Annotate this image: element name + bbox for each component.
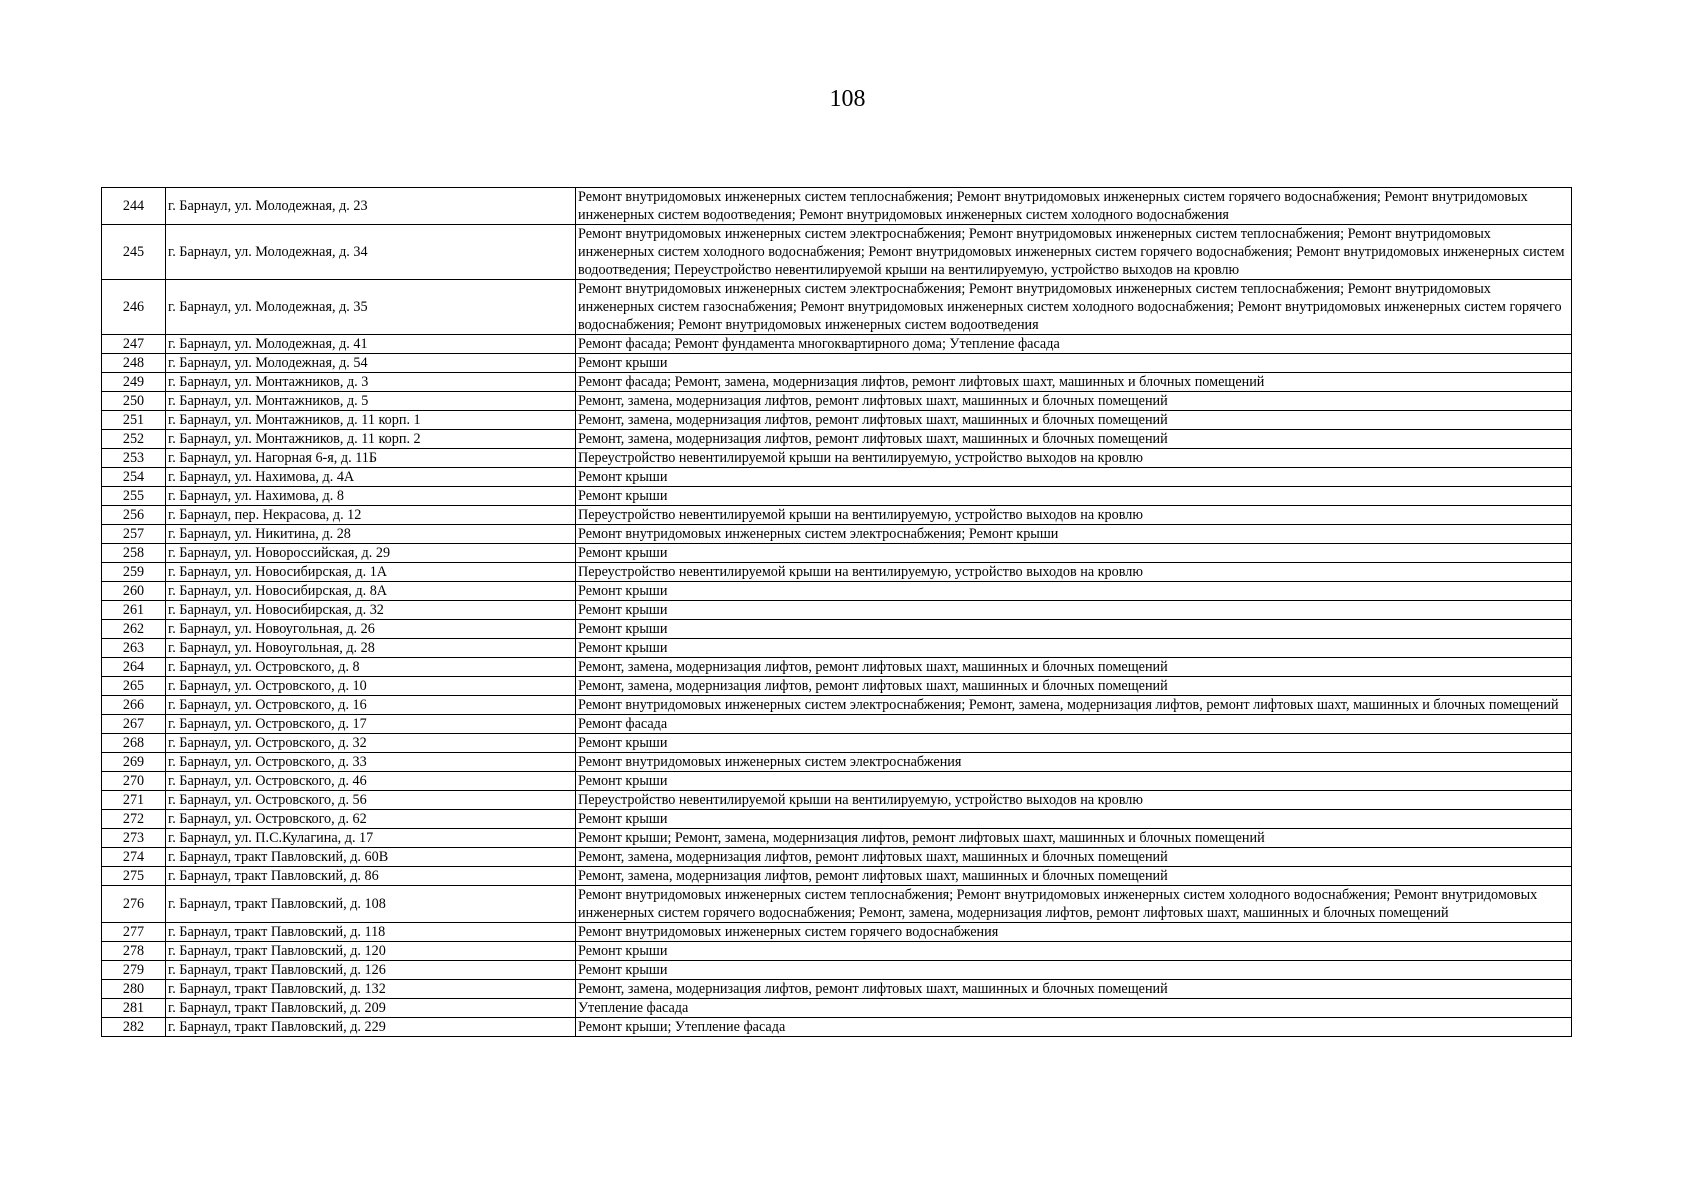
table-row (102, 923, 1572, 942)
table-row (102, 225, 1572, 280)
table-row (102, 696, 1572, 715)
works-cell: Ремонт крыши (576, 468, 1572, 487)
address-cell: г. Барнаул, ул. Новосибирская, д. 32 (166, 601, 576, 620)
address-cell: г. Барнаул, ул. Новосибирская, д. 8А (166, 582, 576, 601)
address-cell: г. Барнаул, ул. Островского, д. 17 (166, 715, 576, 734)
row-number-cell: 275 (102, 867, 166, 886)
works-cell: Ремонт внутридомовых инженерных систем теплоснабжения; Ремонт внутридомовых инженерных систем холодного водоснабжения; Ремонт внутридомовых инженерных систем горячего водоснабжения; Ремонт, замена, модернизация лифтов, ремонт лифтовых шахт, машинных и блочных помещений (576, 886, 1572, 923)
works-cell: Ремонт внутридомовых инженерных систем теплоснабжения; Ремонт внутридомовых инженерных систем горячего водоснабжения; Ремонт внутридомовых инженерных систем водоотведения; Ремонт внутридомовых инженерных систем холодного водоснабжения (576, 188, 1572, 225)
table-row (102, 373, 1572, 392)
table-row (102, 280, 1572, 335)
row-number-cell: 267 (102, 715, 166, 734)
works-cell: Ремонт крыши; Ремонт, замена, модернизация лифтов, ремонт лифтовых шахт, машинных и блочных помещений (576, 829, 1572, 848)
table-row (102, 468, 1572, 487)
table-row (102, 430, 1572, 449)
works-cell: Ремонт, замена, модернизация лифтов, ремонт лифтовых шахт, машинных и блочных помещений (576, 848, 1572, 867)
address-cell: г. Барнаул, ул. Молодежная, д. 34 (166, 225, 576, 280)
address-cell: г. Барнаул, ул. Монтажников, д. 11 корп. 1 (166, 411, 576, 430)
works-cell: Ремонт, замена, модернизация лифтов, ремонт лифтовых шахт, машинных и блочных помещений (576, 430, 1572, 449)
address-cell: г. Барнаул, пер. Некрасова, д. 12 (166, 506, 576, 525)
address-cell: г. Барнаул, ул. Островского, д. 62 (166, 810, 576, 829)
table-row (102, 677, 1572, 696)
address-cell: г. Барнаул, ул. Островского, д. 10 (166, 677, 576, 696)
table-row (102, 867, 1572, 886)
address-cell: г. Барнаул, ул. Молодежная, д. 35 (166, 280, 576, 335)
works-cell: Ремонт, замена, модернизация лифтов, ремонт лифтовых шахт, машинных и блочных помещений (576, 867, 1572, 886)
row-number-cell: 273 (102, 829, 166, 848)
works-cell: Ремонт крыши (576, 772, 1572, 791)
row-number-cell: 276 (102, 886, 166, 923)
address-cell: г. Барнаул, ул. Островского, д. 16 (166, 696, 576, 715)
works-cell: Ремонт крыши (576, 582, 1572, 601)
table-row (102, 829, 1572, 848)
row-number-cell: 251 (102, 411, 166, 430)
row-number-cell: 277 (102, 923, 166, 942)
table-row (102, 354, 1572, 373)
works-cell: Ремонт внутридомовых инженерных систем электроснабжения; Ремонт крыши (576, 525, 1572, 544)
works-cell: Утепление фасада (576, 999, 1572, 1018)
works-cell: Ремонт фасада; Ремонт фундамента многоквартирного дома; Утепление фасада (576, 335, 1572, 354)
row-number-cell: 269 (102, 753, 166, 772)
table-row (102, 810, 1572, 829)
address-cell: г. Барнаул, ул. Нахимова, д. 8 (166, 487, 576, 506)
row-number-cell: 258 (102, 544, 166, 563)
address-cell: г. Барнаул, тракт Павловский, д. 132 (166, 980, 576, 999)
table-row (102, 506, 1572, 525)
works-cell: Ремонт внутридомовых инженерных систем электроснабжения; Ремонт внутридомовых инженерных систем теплоснабжения; Ремонт внутридомовых инженерных систем газоснабжения; Ремонт внутридомовых инженерных систем холодного водоснабжения; Ремонт внутридомовых инженерных систем горячего водоснабжения; Ремонт внутридомовых инженерных систем водоотведения (576, 280, 1572, 335)
works-cell: Ремонт фасада; Ремонт, замена, модернизация лифтов, ремонт лифтовых шахт, машинных и блочных помещений (576, 373, 1572, 392)
works-cell: Ремонт внутридомовых инженерных систем электроснабжения; Ремонт внутридомовых инженерных систем теплоснабжения; Ремонт внутридомовых инженерных систем холодного водоснабжения; Ремонт внутридомовых инженерных систем горячего водоснабжения; Ремонт внутридомовых инженерных систем водоотведения; Переустройство невентилируемой крыши на вентилируемую, устройство выходов на кровлю (576, 225, 1572, 280)
row-number-cell: 248 (102, 354, 166, 373)
address-cell: г. Барнаул, ул. Нагорная 6-я, д. 11Б (166, 449, 576, 468)
address-cell: г. Барнаул, ул. Молодежная, д. 54 (166, 354, 576, 373)
works-cell: Ремонт фасада (576, 715, 1572, 734)
address-cell: г. Барнаул, тракт Павловский, д. 229 (166, 1018, 576, 1037)
address-cell: г. Барнаул, ул. Монтажников, д. 3 (166, 373, 576, 392)
works-cell: Ремонт, замена, модернизация лифтов, ремонт лифтовых шахт, машинных и блочных помещений (576, 980, 1572, 999)
row-number-cell: 257 (102, 525, 166, 544)
works-cell: Переустройство невентилируемой крыши на вентилируемую, устройство выходов на кровлю (576, 791, 1572, 810)
works-cell: Ремонт, замена, модернизация лифтов, ремонт лифтовых шахт, машинных и блочных помещений (576, 392, 1572, 411)
address-cell: г. Барнаул, ул. Новороссийская, д. 29 (166, 544, 576, 563)
works-cell: Ремонт крыши (576, 620, 1572, 639)
row-number-cell: 262 (102, 620, 166, 639)
works-cell: Ремонт крыши (576, 487, 1572, 506)
table-row (102, 620, 1572, 639)
table-body (102, 188, 1572, 1037)
row-number-cell: 254 (102, 468, 166, 487)
table-row (102, 942, 1572, 961)
row-number-cell: 259 (102, 563, 166, 582)
works-cell: Переустройство невентилируемой крыши на вентилируемую, устройство выходов на кровлю (576, 563, 1572, 582)
table-row (102, 411, 1572, 430)
row-number-cell: 264 (102, 658, 166, 677)
row-number-cell: 271 (102, 791, 166, 810)
row-number-cell: 244 (102, 188, 166, 225)
row-number-cell: 256 (102, 506, 166, 525)
address-cell: г. Барнаул, тракт Павловский, д. 126 (166, 961, 576, 980)
works-cell: Переустройство невентилируемой крыши на вентилируемую, устройство выходов на кровлю (576, 449, 1572, 468)
address-cell: г. Барнаул, тракт Павловский, д. 108 (166, 886, 576, 923)
row-number-cell: 247 (102, 335, 166, 354)
row-number-cell: 263 (102, 639, 166, 658)
row-number-cell: 261 (102, 601, 166, 620)
works-cell: Ремонт внутридомовых инженерных систем горячего водоснабжения (576, 923, 1572, 942)
table-row (102, 734, 1572, 753)
row-number-cell: 252 (102, 430, 166, 449)
address-cell: г. Барнаул, ул. Монтажников, д. 11 корп. 2 (166, 430, 576, 449)
address-cell: г. Барнаул, тракт Павловский, д. 118 (166, 923, 576, 942)
table-row (102, 563, 1572, 582)
row-number-cell: 250 (102, 392, 166, 411)
row-number-cell: 265 (102, 677, 166, 696)
table-row (102, 335, 1572, 354)
address-cell: г. Барнаул, ул. Молодежная, д. 41 (166, 335, 576, 354)
address-cell: г. Барнаул, тракт Павловский, д. 120 (166, 942, 576, 961)
table-row (102, 525, 1572, 544)
address-cell: г. Барнаул, ул. Молодежная, д. 23 (166, 188, 576, 225)
table-row (102, 772, 1572, 791)
row-number-cell: 245 (102, 225, 166, 280)
table-row (102, 582, 1572, 601)
works-cell: Ремонт крыши (576, 810, 1572, 829)
repair-registry-table (101, 187, 1572, 1037)
table-row (102, 639, 1572, 658)
page-number: 108 (829, 86, 866, 112)
works-cell: Ремонт крыши (576, 961, 1572, 980)
address-cell: г. Барнаул, тракт Павловский, д. 209 (166, 999, 576, 1018)
table-row (102, 999, 1572, 1018)
table-row (102, 544, 1572, 563)
address-cell: г. Барнаул, ул. Новосибирская, д. 1А (166, 563, 576, 582)
table-row (102, 392, 1572, 411)
table-row (102, 961, 1572, 980)
address-cell: г. Барнаул, ул. Монтажников, д. 5 (166, 392, 576, 411)
address-cell: г. Барнаул, ул. Никитина, д. 28 (166, 525, 576, 544)
works-cell: Ремонт крыши (576, 734, 1572, 753)
table-row (102, 601, 1572, 620)
address-cell: г. Барнаул, ул. Новоугольная, д. 26 (166, 620, 576, 639)
row-number-cell: 281 (102, 999, 166, 1018)
table-row (102, 1018, 1572, 1037)
works-cell: Ремонт крыши; Утепление фасада (576, 1018, 1572, 1037)
works-cell: Ремонт, замена, модернизация лифтов, ремонт лифтовых шахт, машинных и блочных помещений (576, 658, 1572, 677)
table-row (102, 487, 1572, 506)
table-row (102, 791, 1572, 810)
row-number-cell: 279 (102, 961, 166, 980)
works-cell: Ремонт крыши (576, 544, 1572, 563)
works-cell: Ремонт внутридомовых инженерных систем электроснабжения (576, 753, 1572, 772)
table-row (102, 658, 1572, 677)
row-number-cell: 272 (102, 810, 166, 829)
table-row (102, 188, 1572, 225)
works-cell: Ремонт, замена, модернизация лифтов, ремонт лифтовых шахт, машинных и блочных помещений (576, 677, 1572, 696)
address-cell: г. Барнаул, ул. Нахимова, д. 4А (166, 468, 576, 487)
row-number-cell: 246 (102, 280, 166, 335)
address-cell: г. Барнаул, ул. Новоугольная, д. 28 (166, 639, 576, 658)
row-number-cell: 253 (102, 449, 166, 468)
row-number-cell: 266 (102, 696, 166, 715)
address-cell: г. Барнаул, тракт Павловский, д. 86 (166, 867, 576, 886)
works-cell: Ремонт внутридомовых инженерных систем электроснабжения; Ремонт, замена, модернизация лифтов, ремонт лифтовых шахт, машинных и блочных помещений (576, 696, 1572, 715)
address-cell: г. Барнаул, ул. Островского, д. 56 (166, 791, 576, 810)
row-number-cell: 278 (102, 942, 166, 961)
works-cell: Ремонт крыши (576, 942, 1572, 961)
table-row (102, 449, 1572, 468)
row-number-cell: 280 (102, 980, 166, 999)
row-number-cell: 260 (102, 582, 166, 601)
table-row (102, 848, 1572, 867)
address-cell: г. Барнаул, тракт Павловский, д. 60В (166, 848, 576, 867)
address-cell: г. Барнаул, ул. Островского, д. 33 (166, 753, 576, 772)
address-cell: г. Барнаул, ул. Островского, д. 8 (166, 658, 576, 677)
address-cell: г. Барнаул, ул. Островского, д. 32 (166, 734, 576, 753)
works-cell: Ремонт крыши (576, 354, 1572, 373)
table-row (102, 980, 1572, 999)
row-number-cell: 270 (102, 772, 166, 791)
address-cell: г. Барнаул, ул. П.С.Кулагина, д. 17 (166, 829, 576, 848)
row-number-cell: 255 (102, 487, 166, 506)
works-cell: Переустройство невентилируемой крыши на вентилируемую, устройство выходов на кровлю (576, 506, 1572, 525)
row-number-cell: 249 (102, 373, 166, 392)
works-cell: Ремонт, замена, модернизация лифтов, ремонт лифтовых шахт, машинных и блочных помещений (576, 411, 1572, 430)
row-number-cell: 282 (102, 1018, 166, 1037)
address-cell: г. Барнаул, ул. Островского, д. 46 (166, 772, 576, 791)
works-cell: Ремонт крыши (576, 639, 1572, 658)
row-number-cell: 268 (102, 734, 166, 753)
table-row (102, 753, 1572, 772)
works-cell: Ремонт крыши (576, 601, 1572, 620)
row-number-cell: 274 (102, 848, 166, 867)
table-row (102, 886, 1572, 923)
table-row (102, 715, 1572, 734)
